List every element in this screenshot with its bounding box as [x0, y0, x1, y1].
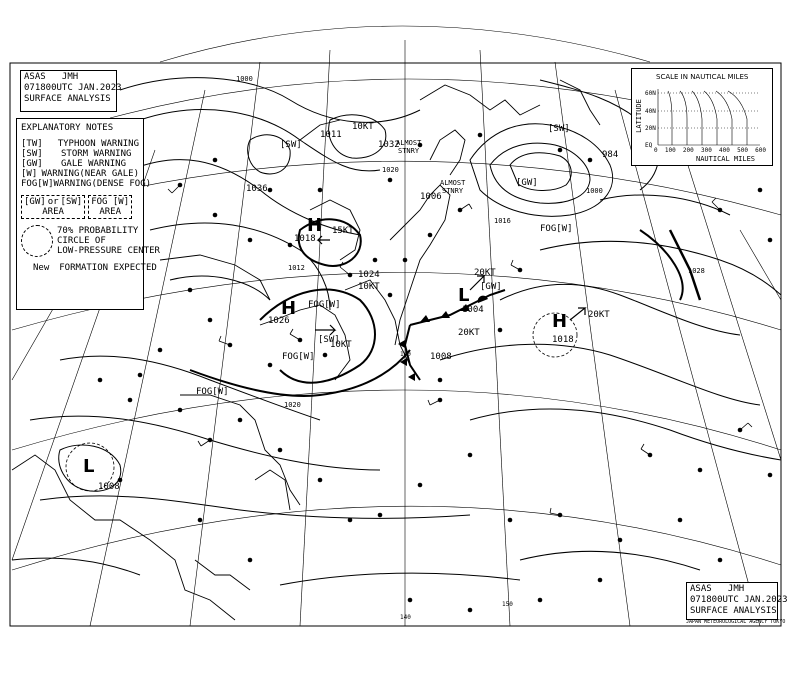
footer-title: ASAS JMH: [690, 584, 745, 594]
high-pressure: 1018: [552, 335, 574, 345]
area-fog: FOG [W]: [91, 197, 130, 207]
notes-item: [21, 149, 139, 159]
header-time: 071800UTC JAN.2023: [24, 83, 122, 93]
nm-tick: 0: [654, 147, 658, 154]
almost-stnry: ALMOST: [396, 139, 422, 147]
nm-tick: 300: [700, 147, 712, 154]
nm-tick: 200: [682, 147, 694, 154]
longitude-label: 140: [400, 351, 411, 358]
prob-line-2: CIRCLE OF: [57, 236, 106, 246]
fog-warning: FOG[W]: [282, 352, 315, 362]
speed-label: 10KT: [330, 340, 352, 350]
low-pressure: 1004: [462, 305, 484, 315]
pressure-value: 1036: [246, 184, 268, 194]
fog-warning: FOG[W]: [308, 300, 341, 310]
area-sw: [SW]: [60, 197, 83, 207]
gale-warning: [GW]: [480, 282, 502, 292]
footer-time: 071800UTC JAN.2023: [690, 595, 788, 605]
high-label: H: [281, 298, 297, 319]
speed-label: 10KT: [358, 282, 380, 292]
storm-warning: [SW]: [280, 140, 302, 150]
notes-text: WARNING(DENSE FOG): [53, 179, 152, 189]
speed-label: 20KT: [588, 310, 610, 320]
footer-subtitle: SURFACE ANALYSIS: [690, 606, 777, 616]
header-subtitle: SURFACE ANALYSIS: [24, 94, 111, 104]
notes-text: STORM WARNING: [61, 149, 132, 159]
area-or: or: [47, 197, 59, 207]
isobar-value: 1012: [288, 264, 305, 272]
high-label: H: [307, 215, 323, 236]
speed-label: 20KT: [458, 328, 480, 338]
scale-box: [631, 68, 773, 166]
isobar-value: 1000: [586, 187, 603, 195]
speed-label: 20KT: [474, 268, 496, 278]
notes-heading: EXPLANATORY NOTES: [21, 123, 114, 133]
gale-warning: [GW]: [516, 178, 538, 188]
high-label: H: [552, 311, 568, 332]
isobar-value: 1000: [236, 75, 253, 83]
scale-ylabel: LATITUDE: [634, 99, 643, 133]
almost-stnry: STNRY: [442, 187, 464, 195]
notes-item: [21, 159, 139, 169]
pressure-value: 1006: [420, 192, 442, 202]
fog-warning: FOG[W]: [196, 387, 229, 397]
scale-xlabel: NAUTICAL MILES: [696, 155, 756, 163]
nm-tick: 600: [755, 147, 766, 154]
pressure-value: 1008: [430, 352, 452, 362]
nm-tick: 100: [664, 147, 676, 154]
header-title: ASAS JMH: [24, 72, 79, 82]
scale-title: SCALE IN NAUTICAL MILES: [656, 73, 749, 81]
header-box: [20, 70, 122, 112]
notes-code: [GW]: [21, 159, 43, 169]
area-gw: [GW]: [24, 197, 46, 207]
fog-area-sample: [88, 195, 132, 219]
isobar-value: 1028: [688, 267, 705, 275]
almost-stnry: STNRY: [398, 147, 420, 155]
fog-warning: FOG[W]: [540, 224, 573, 234]
notes-text: TYPHOON WARNING: [57, 139, 139, 149]
notes-new-row: [21, 263, 157, 273]
storm-warning: [SW]: [318, 335, 340, 345]
notes-prob-row: [21, 225, 160, 257]
prob-line-1: 70% PROBABILITY: [57, 226, 139, 236]
speed-label: 10KT: [352, 122, 374, 132]
pressure-value: 1032: [378, 140, 400, 150]
longitude-label: 150: [502, 601, 513, 608]
low-pressure: 1008: [98, 482, 120, 492]
notes-area-row: [21, 195, 139, 219]
isobar-value: 1024: [358, 270, 380, 280]
high-pressure: 1018: [294, 234, 316, 244]
isobar-value: 1020: [382, 166, 399, 174]
probability-circle-sample: [21, 225, 53, 257]
low-label: L: [83, 456, 95, 477]
notes-code: [W]: [21, 169, 38, 179]
speed-label: 15KT: [332, 226, 354, 236]
notes-item: [21, 169, 139, 179]
high-pressure: 1026: [268, 316, 290, 326]
pressure-value: 984: [602, 150, 619, 160]
notes-text: GALE WARNING: [61, 159, 127, 169]
pressure-value: 1016: [494, 217, 511, 225]
notes-code: [TW]: [21, 139, 43, 149]
notes-code: [SW]: [21, 149, 43, 159]
gw-sw-area-sample: [21, 195, 85, 219]
notes-item: [21, 139, 139, 149]
footer-box: [686, 582, 788, 620]
nm-tick: 500: [737, 147, 748, 154]
lat-tick: 40N: [645, 108, 656, 115]
lat-tick: 20N: [645, 125, 656, 132]
footer-agency: JAPAN METEOROLOGICAL AGENCY TOKYO: [686, 619, 786, 625]
prob-line-3: LOW-PRESSURE CENTER: [57, 246, 160, 256]
pressure-value: 1011: [320, 130, 342, 140]
notes-code: FOG[W]: [21, 179, 54, 189]
storm-warning: [SW]: [548, 124, 570, 134]
low-label: L: [458, 285, 470, 306]
nm-tick: 400: [719, 147, 730, 154]
notes-text: WARNING(NEAR GALE): [41, 169, 139, 179]
almost-stnry: ALMOST: [440, 179, 466, 187]
new-text: FORMATION EXPECTED: [59, 263, 157, 273]
isobar-value: 1020: [284, 401, 301, 409]
lat-tick: EQ: [645, 142, 653, 149]
lat-tick: 60N: [645, 90, 656, 97]
notes-item: [21, 179, 152, 189]
longitude-label: 140: [400, 614, 411, 621]
new-label: New: [33, 263, 50, 273]
area-word: AREA: [42, 207, 64, 217]
explanatory-notes: [16, 118, 160, 310]
area-fog-word: AREA: [99, 207, 122, 217]
